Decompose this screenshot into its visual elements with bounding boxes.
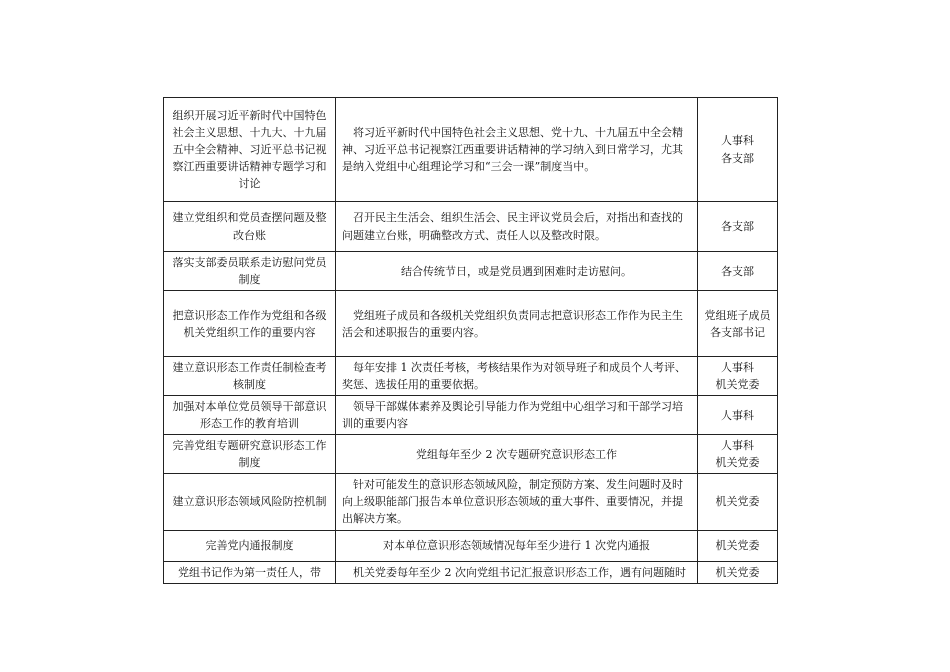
table-row — [164, 252, 778, 291]
table-row — [164, 202, 778, 252]
owner-cell: 人事科 机关党委 — [698, 357, 778, 396]
table-row — [164, 561, 778, 583]
table-row — [164, 291, 778, 357]
table-row — [164, 530, 778, 561]
measure-cell: 党组班子成员和各级机关党组织负责同志把意识形态工作作为民主生活会和述职报告的重要内容。 — [336, 291, 698, 357]
owner-cell: 各支部 — [698, 252, 778, 291]
task-cell: 落实支部委员联系走访慰问党员制度 — [164, 252, 336, 291]
measure-cell: 将习近平新时代中国特色社会主义思想、党十九、十九届五中全会精神、习近平总书记视察江西重要讲话精神的学习纳入到日常学习，尤其是纳入党组中心组理论学习和“三会一课”制度当中。 — [336, 98, 698, 202]
owner-cell: 人事科 机关党委 — [698, 435, 778, 474]
measure-cell: 对本单位意识形态领域情况每年至少进行 1 次党内通报 — [336, 530, 698, 561]
task-cell: 建立党组织和党员查摆问题及整改台账 — [164, 202, 336, 252]
measure-cell: 每年安排 1 次责任考核，考核结果作为对领导班子和成员个人考评、奖惩、选拔任用的重要依据。 — [336, 357, 698, 396]
task-cell: 把意识形态工作作为党组和各级机关党组织工作的重要内容 — [164, 291, 336, 357]
measure-cell: 党组每年至少 2 次专题研究意识形态工作 — [336, 435, 698, 474]
measure-cell: 结合传统节日，或是党员遇到困难时走访慰问。 — [336, 252, 698, 291]
owner-cell: 人事科 — [698, 396, 778, 435]
task-cell: 完善党内通报制度 — [164, 530, 336, 561]
task-cell: 完善党组专题研究意识形态工作制度 — [164, 435, 336, 474]
task-cell: 建立意识形态工作责任制检查考核制度 — [164, 357, 336, 396]
owner-cell: 机关党委 — [698, 474, 778, 530]
table-row — [164, 396, 778, 435]
owner-cell: 机关党委 — [698, 530, 778, 561]
task-cell: 建立意识形态领域风险防控机制 — [164, 474, 336, 530]
measure-cell: 召开民主生活会、组织生活会、民主评议党员会后，对指出和查找的问题建立台账，明确整改方式、责任人以及整改时限。 — [336, 202, 698, 252]
owner-cell: 机关党委 — [698, 561, 778, 583]
owner-cell: 党组班子成员 各支部书记 — [698, 291, 778, 357]
table-row — [164, 435, 778, 474]
table-row — [164, 474, 778, 530]
measure-cell: 针对可能发生的意识形态领域风险，制定预防方案、发生问题时及时向上级职能部门报告本单位意识形态领域的重大事件、重要情况，并提出解决方案。 — [336, 474, 698, 530]
work-plan-table — [163, 97, 778, 584]
table-row — [164, 357, 778, 396]
measure-cell: 领导干部媒体素养及舆论引导能力作为党组中心组学习和干部学习培训的重要内容 — [336, 396, 698, 435]
owner-cell: 各支部 — [698, 202, 778, 252]
table-row — [164, 98, 778, 202]
task-cell: 组织开展习近平新时代中国特色社会主义思想、十九大、十九届五中全会精神、习近平总书记视察江西重要讲话精神专题学习和讨论 — [164, 98, 336, 202]
owner-cell: 人事科 各支部 — [698, 98, 778, 202]
measure-cell: 机关党委每年至少 2 次向党组书记汇报意识形态工作，遇有问题随时 — [336, 561, 698, 583]
task-cell: 加强对本单位党员领导干部意识形态工作的教育培训 — [164, 396, 336, 435]
task-cell: 党组书记作为第一责任人，带 — [164, 561, 336, 583]
